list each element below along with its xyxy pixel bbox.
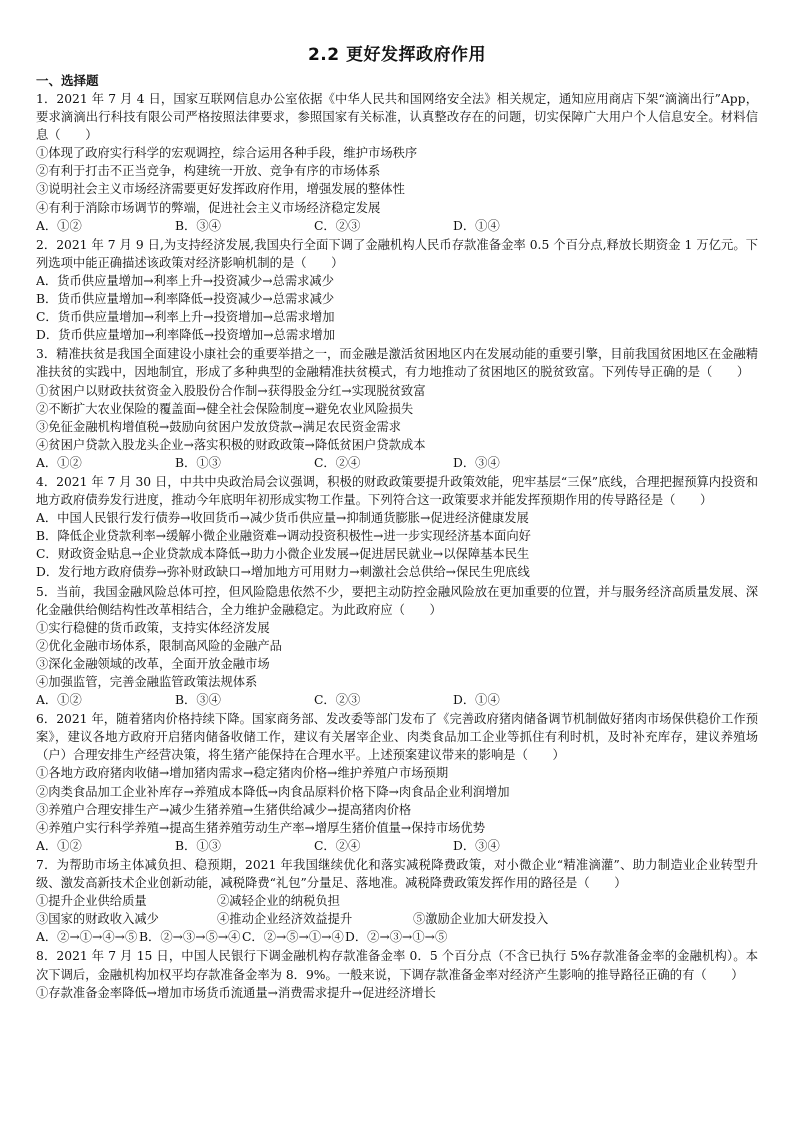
answer-b: B．②→③→⑤→④ (139, 930, 241, 945)
option-item: ①贫困户以财政扶贫资金入股股份合作制→获得股金分红→实现脱贫致富 (36, 383, 426, 398)
option-item: ④贫困户贷款入股龙头企业→落实积极的财政政策→降低贫困户贷款成本 (36, 437, 426, 452)
option-item: ③免征金融机构增值税→鼓励向贫困户发放贷款→满足农民资金需求 (36, 419, 401, 434)
answer-b: B．③④ (175, 218, 221, 233)
option-item: ④有利于消除市场调节的弊端，促进社会主义市场经济稳定发展 (36, 200, 381, 215)
question-1 (36, 90, 758, 235)
question-2 (36, 236, 758, 345)
question-stem: 4．2021 年 7 月 30 日，中共中央政治局会议强调，积极的财政政策要提升政策效能，兜牢基层“三保”底线，合理把握预算内投资和地方政府债券发行进度，推动今年底明年初形成实物工作量。下列符合这一政策要求并能发挥预期作用的传导路径是（ ） (36, 474, 758, 508)
question-8 (36, 947, 758, 1001)
answer-c: C．②④ (314, 455, 361, 470)
answer-a: A．①② (36, 838, 82, 853)
question-stem: 7．为帮助市场主体减负担、稳预期，2021 年我国继续优化和落实减税降费政策，对小微企业“精准滴灌”、助力制造业企业转型升级、激发高新技术企业创新动能，减税降费“礼包”分量足、落地准。减税降费政策发挥作用的路径是（ ） (36, 857, 758, 891)
answer-a: A．②→①→④→⑤ (36, 930, 138, 945)
option-item: B．货币供应量增加→利率降低→投资减少→总需求减少 (36, 292, 335, 307)
answer-c: C．②→⑤→①→④ (242, 930, 344, 945)
page-title: 2.2 更好发挥政府作用 (307, 45, 487, 65)
answer-d: D．②→③→①→⑤ (345, 930, 448, 945)
answer-c: C．②③ (314, 218, 361, 233)
worksheet-page (36, 40, 758, 1003)
option-item: C．财政资金贴息→企业贷款成本降低→助力小微企业发展→促进居民就业→以保障基本民生 (36, 547, 530, 562)
option-item: ④加强监管，完善金融监管政策法规体系 (36, 675, 258, 689)
answer-d: D．③④ (453, 455, 500, 470)
answer-d: D．①④ (453, 218, 500, 233)
option-item: ①体现了政府实行科学的宏观调控，综合运用各种手段，维护市场秩序 (36, 146, 418, 161)
option-item: ④推动企业经济效益提升 (217, 912, 353, 927)
answer-b: B．①③ (175, 455, 221, 470)
option-item: C．货币供应量增加→利率上升→投资增加→总需求增加 (36, 310, 335, 325)
option-item: ②肉类食品加工企业补库存→养殖成本降低→肉食品原料价格下降→肉食品企业利润增加 (36, 784, 510, 799)
option-item: ③深化金融领域的改革，全面开放金融市场 (36, 656, 270, 671)
option-item: ①存款准备金率降低→增加市场货币流通量→消费需求提升→促进经济增长 (36, 985, 436, 1000)
option-item: ④养殖户实行科学养殖→提高生猪养殖劳动生产率→增厚生猪价值量→保持市场优势 (36, 820, 486, 835)
option-item: ①各地方政府猪肉收储→增加猪肉需求→稳定猪肉价格→维护养殖户市场预期 (36, 766, 449, 781)
option-item: ②优化金融市场体系，限制高风险的金融产品 (36, 638, 282, 653)
question-4 (36, 473, 758, 582)
option-row (36, 910, 758, 928)
answer-choices (36, 928, 758, 946)
option-item: ③国家的财政收入减少 (36, 912, 159, 927)
option-item: ②有利于打击不正当竞争，构建统一开放、竞争有序的市场体系 (36, 164, 381, 179)
question-stem: 3．精准扶贫是我国全面建设小康社会的重要举措之一，而金融是激活贫困地区内在发展动能的重要引擎，目前我国贫困地区在金融精准扶贫的实践中，因地制宜，形成了多种典型的金融精准扶贫模式，有力地推动了贫困地区的脱贫致富。下列传导正确的是（ ） (36, 347, 758, 380)
option-item: ③养殖户合理安排生产→减少生猪养殖→生猪供给减少→提高猪肉价格 (36, 802, 412, 817)
option-item: ⑤激励企业加大研发投入 (413, 912, 549, 927)
answer-c: C．②④ (314, 838, 361, 853)
option-item: B．降低企业贷款利率→缓解小微企业融资难→调动投资积极性→进一步实现经济基本面向好 (36, 529, 531, 544)
question-stem: 2．2021 年 7 月 9 日,为支持经济发展,我国央行全面下调了金融机构人民币存款准备金率 0.5 个百分点,释放长期资金 1 万亿元。下列选项中能正确描述该政策对经济影响机制的是（ ） (36, 237, 758, 270)
answer-a: A．①② (36, 455, 82, 470)
answer-choices (36, 837, 758, 855)
answer-a: A．①② (36, 218, 82, 233)
option-item: A．中国人民银行发行债券→收回货币→减少货币供应量→抑制通货膨胀→促进经济健康发展 (36, 511, 529, 526)
question-stem: 5．当前，我国金融风险总体可控，但风险隐患依然不少，要把主动防控金融风险放在更加重要的位置，并与服务经济高质量发展、深化金融供给侧结构性改革相结合，全力维护金融稳定。为此政府应（ ） (36, 584, 758, 617)
question-stem: 1．2021 年 7 月 4 日，国家互联网信息办公室依据《中华人民共和国网络安全法》相关规定，通知应用商店下架“滴滴出行”App，要求滴滴出行科技有限公司严格按照法律要求，参照国家有关标准，认真整改存在的问题，切实保障广大用户个人信息安全。材料信息（ ） (36, 92, 758, 143)
option-item: ②不断扩大农业保险的覆盖面→健全社会保险制度→避免农业风险损失 (36, 401, 414, 416)
answer-d: D．①④ (453, 693, 500, 708)
option-item: A．货币供应量增加→利率上升→投资减少→总需求减少 (36, 273, 335, 288)
option-item: ①实行稳健的货币政策，支持实体经济发展 (36, 620, 270, 635)
option-item: ③说明社会主义市场经济需要更好发挥政府作用，增强发展的整体性 (36, 182, 405, 197)
question-stem: 8．2021 年 7 月 15 日，中国人民银行下调金融机构存款准备金率 0．5 个百分点（不含已执行 5%存款准备金率的金融机构）。本次下调后，金融机构加权平均存款准备金率为 8．9%。一般来说，下调存款准备金率对经济产生影响的推导路径正确的有（ ） (36, 949, 758, 982)
answer-b: B．③④ (175, 693, 221, 708)
question-7 (36, 856, 758, 946)
answer-b: B．①③ (175, 838, 221, 853)
answer-choices (36, 454, 758, 472)
option-item: ①提升企业供给质量 (36, 894, 147, 909)
question-5 (36, 583, 758, 710)
section-heading: 一、选择题 (36, 73, 99, 88)
answer-a: A．①② (36, 693, 82, 708)
answer-d: D．③④ (453, 838, 500, 853)
option-item: D．货币供应量增加→利率降低→投资增加→总需求增加 (36, 328, 336, 343)
option-item: ②减轻企业的纳税负担 (217, 894, 340, 909)
question-6 (36, 710, 758, 855)
question-stem: 6．2021 年，随着猪肉价格持续下降。国家商务部、发改委等部门发布了《完善政府猪肉储备调节机制做好猪肉市场保供稳价工作预案》，建议各地方政府开启猪肉储备收储工作，建议有关屠宰企业、肉类食品加工企业等抓住有利时机，及时补充库存，建议养殖场（户）合理安排生产经营决策，将生猪产能保持在合理水平。上述预案建议带来的影响是（ ） (36, 712, 758, 763)
answer-c: C．②③ (314, 693, 361, 708)
option-row (36, 892, 758, 910)
option-item: D．发行地方政府债券→弥补财政缺口→增加地方可用财力→刺激社会总供给→保民生兜底线 (36, 565, 530, 580)
answer-choices (36, 217, 758, 235)
answer-choices (36, 691, 758, 709)
question-3 (36, 345, 758, 472)
